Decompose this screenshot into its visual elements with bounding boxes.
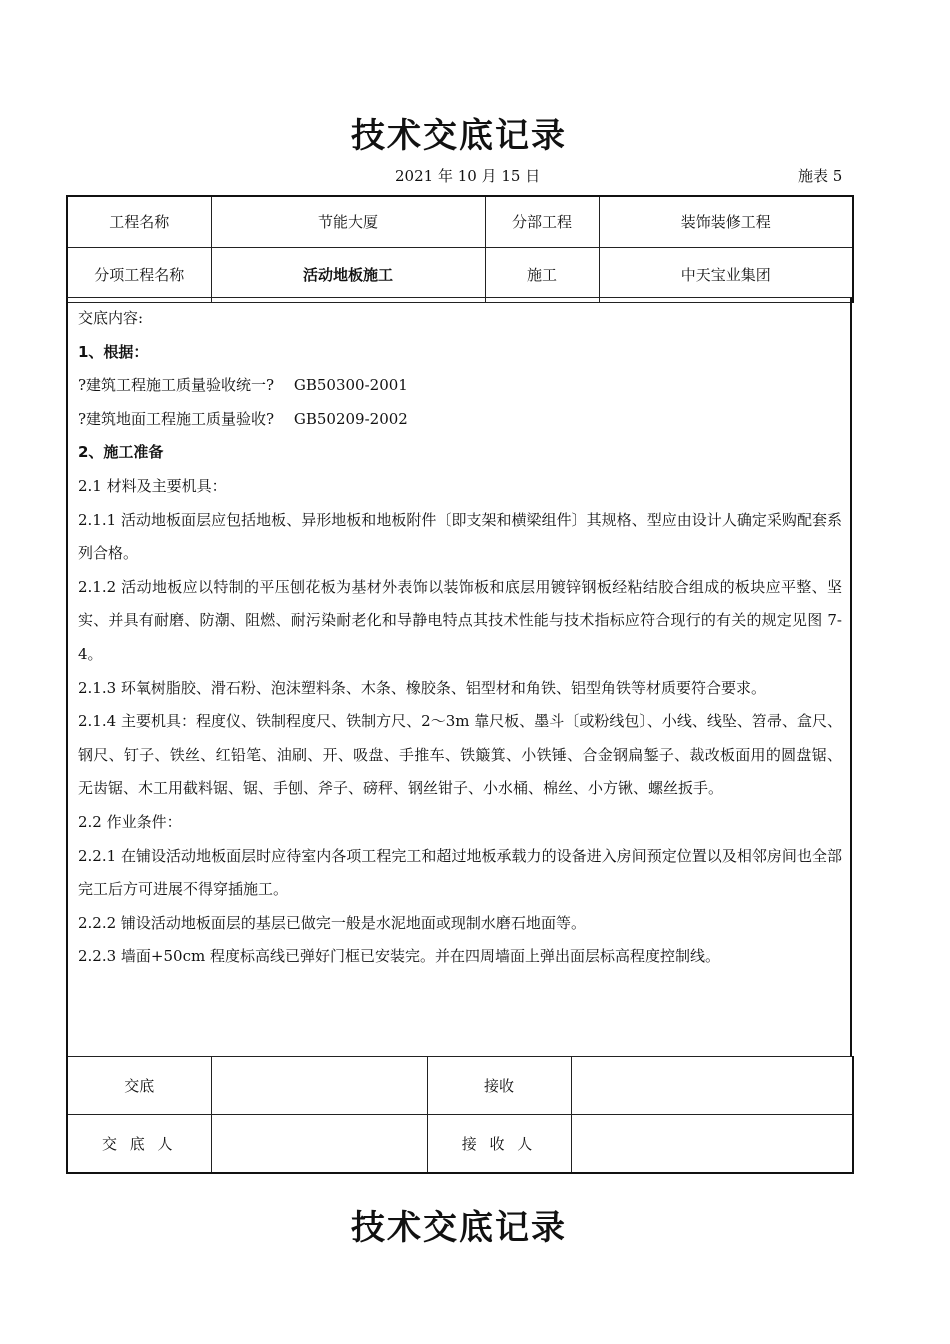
receive-label: 接收: [427, 1057, 571, 1115]
receive-signature-field: [571, 1057, 853, 1115]
next-page-title: 技术交底记录: [351, 1208, 567, 1248]
subitem-label: 分项工程名称: [67, 247, 211, 302]
standard-item: ?建筑工程施工质量验收统一? GB50300-2001: [78, 376, 408, 395]
clause-2-1-3: 2.1.3 环氧树脂胶、滑石粉、泡沫塑料条、木条、橡胶条、铝型材和角铁、铝型角铁等材质要符合要求。: [78, 678, 766, 697]
signature-row-persons: [67, 1115, 853, 1173]
handover-person-field: [211, 1115, 427, 1173]
document-title: 技术交底记录: [351, 116, 567, 156]
form-number: 施表 5: [798, 167, 843, 185]
handover-label: 交底: [67, 1057, 211, 1115]
subsection-conditions-heading: 2.2 作业条件：: [78, 812, 182, 831]
standard-item: ?建筑地面工程施工质量验收? GB50209-2002: [78, 409, 408, 428]
clause-2-1-2: 2.1.2 活动地板应以特制的平压刨花板为基材外表饰以装饰板和底层用镀锌钢板经粘结胶合组成的板块应平整、坚实、并具有耐磨、防潮、阻燃、耐污染耐老化和导静电特点其技术性能与技术指标应符合现行的有关的规定见图 7-4。: [78, 577, 842, 663]
division-label: 分部工程: [485, 196, 599, 247]
section-basis-heading: 1、根据：: [78, 342, 149, 361]
construction-value: 中天宝业集团: [599, 247, 853, 302]
header-row-subitem: [67, 247, 853, 302]
project-name-label: 工程名称: [67, 196, 211, 247]
receiver-field: [571, 1115, 853, 1173]
receiver-label: 接 收 人: [427, 1115, 571, 1173]
content-heading: 交底内容:: [78, 309, 144, 327]
clause-2-2-2: 2.2.2 铺设活动地板面层的基层已做完一般是水泥地面或现制水磨石地面等。: [78, 913, 586, 932]
subitem-value: 活动地板施工: [211, 247, 485, 302]
handover-person-label: 交 底 人: [67, 1115, 211, 1173]
division-value: 装饰装修工程: [599, 196, 853, 247]
construction-label: 施工: [485, 247, 599, 302]
project-name-value: 节能大厦: [211, 196, 485, 247]
signature-row-handover: [67, 1057, 853, 1115]
clause-2-1-4: 2.1.4 主要机具：程度仪、铁制程度尺、铁制方尺、2～3m 靠尺板、墨斗〔或粉线包〕、小线、线坠、笤帚、盒尺、钢尺、钉子、铁丝、红铅笔、油刷、开、吸盘、手推车、铁簸箕、小铁锤、合金钢扁錾子、裁改板面用的圆盘锯、无齿锯、木工用截料锯、锯、手刨、斧子、磅秤、钢丝钳子、小水桶、棉丝、小方锹、螺丝扳手。: [78, 712, 842, 798]
header-row-project: [67, 196, 853, 247]
clause-2-2-1: 2.2.1 在铺设活动地板面层时应待室内各项工程完工和超过地板承载力的设备进入房间预定位置以及相邻房间也全部完工后方可进展不得穿插施工。: [78, 846, 842, 899]
signature-table: [66, 1056, 854, 1174]
handover-signature-field: [211, 1057, 427, 1115]
clause-2-2-3: 2.2.3 墙面+50cm 程度标高线已弹好门框已安装完。并在四周墙面上弹出面层标高程度控制线。: [78, 947, 720, 966]
clause-2-1-1: 2.1.1 活动地板面层应包括地板、异形地板和地板附件〔即支架和横梁组件〕其规格、型应由设计人确定采购配套系列合格。: [78, 510, 842, 563]
section-preparation-heading: 2、施工准备: [78, 443, 164, 462]
subsection-materials-heading: 2.1 材料及主要机具：: [78, 476, 227, 495]
document-date: 2021 年 10 月 15 日: [395, 167, 541, 185]
handover-content: [66, 297, 852, 1057]
header-table: [66, 195, 854, 303]
